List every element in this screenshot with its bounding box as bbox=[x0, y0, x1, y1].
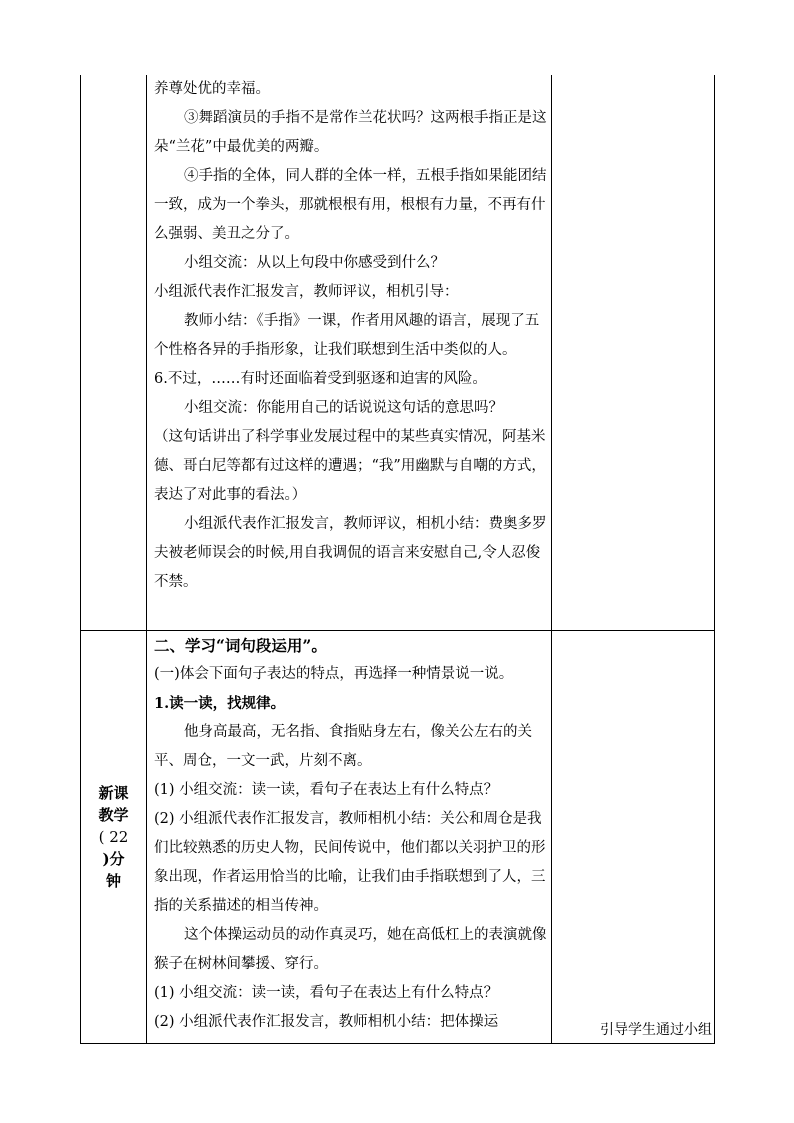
paragraph: ③舞蹈演员的手指不是常作兰花状吗？这两根手指正是这朵“兰花”中最优美的两瓣。 bbox=[154, 110, 547, 155]
paragraph: 教师小结：《手指》一课，作者用风趣的语言，展现了五个性格各异的手指形象，让我们联想到生活中类似的人。 bbox=[154, 313, 540, 358]
content-cell bbox=[147, 75, 552, 631]
label-line: )分 bbox=[102, 850, 125, 868]
paragraph: (1) 小组交流：读一读，看句子在表达上有什么特点？ bbox=[154, 782, 499, 798]
paragraph: 养尊处优的幸福。 bbox=[154, 81, 270, 97]
paragraph: ④手指的全体，同人群的全体一样，五根手指如果能团结一致，成为一个拳头，那就根根有用，根根有力量，不再有什么强弱、美丑之分了。 bbox=[154, 168, 547, 242]
label-line: 钟 bbox=[105, 872, 121, 890]
table-row bbox=[81, 75, 715, 631]
lesson-plan-table bbox=[80, 75, 715, 1044]
label-line: 新课 bbox=[98, 784, 129, 802]
label-line: 教学 bbox=[98, 806, 129, 824]
paragraph: (2) 小组派代表作汇报发言，教师相机小结：关公和周仓是我们比较熟悉的历史人物，民间传说中，他们都以关羽护卫的形象出现，作者运用恰当的比喻，让我们由手指联想到了人，三指的关系描述的相当传神。 bbox=[154, 811, 546, 914]
table-row bbox=[81, 631, 715, 1044]
paragraph: (1) 小组交流：读一读，看句子在表达上有什么特点？ bbox=[154, 985, 499, 1001]
label-line: ( 22 bbox=[98, 828, 129, 846]
paragraph: (2) 小组派代表作汇报发言，教师相机小结：把体操运 bbox=[154, 1014, 499, 1030]
paragraph: 小组交流：从以上句段中你感受到什么？ bbox=[184, 255, 445, 271]
paragraph: （这句话讲出了科学事业发展过程中的某些真实情况，阿基米德、哥白尼等都有过这样的遭遇；“我”用幽默与自嘲的方式，表达了对此事的看法。） bbox=[154, 429, 546, 503]
notes-cell bbox=[552, 75, 715, 631]
section-heading: 二、学习“词句段运用”。 bbox=[154, 636, 327, 655]
paragraph: 这个体操运动员的动作真灵巧，她在高低杠上的表演就像猴子在树林间攀援、穿行。 bbox=[154, 927, 547, 972]
paragraph: 6.不过，……有时还面临着受到驱逐和迫害的风险。 bbox=[154, 371, 487, 387]
paragraph: 他身高最高，无名指、食指贴身左右，像关公左右的关平、周仓，一文一武，片刻不离。 bbox=[154, 724, 532, 769]
section-label-cell bbox=[81, 631, 147, 1044]
subheading: (一)体会下面句子表达的特点，再选择一种情景说一说。 bbox=[154, 666, 514, 682]
side-note-text: 引导学生通过小组 bbox=[600, 1022, 712, 1038]
subheading: 1.读一读，找规律。 bbox=[154, 695, 286, 712]
paragraph: 小组派代表作汇报发言，教师评议，相机小结：费奥多罗夫被老师误会的时候,用自我调侃的语言来安慰自己,令人忍俊不禁。 bbox=[154, 516, 547, 590]
paragraph: 小组派代表作汇报发言，教师评议，相机引导： bbox=[154, 284, 459, 300]
label-cell-empty bbox=[81, 75, 147, 631]
section-label bbox=[81, 782, 146, 892]
content-cell bbox=[147, 631, 552, 1044]
paragraph: 小组交流：你能用自己的话说说这句话的意思吗？ bbox=[184, 400, 503, 416]
notes-cell bbox=[552, 631, 715, 1044]
